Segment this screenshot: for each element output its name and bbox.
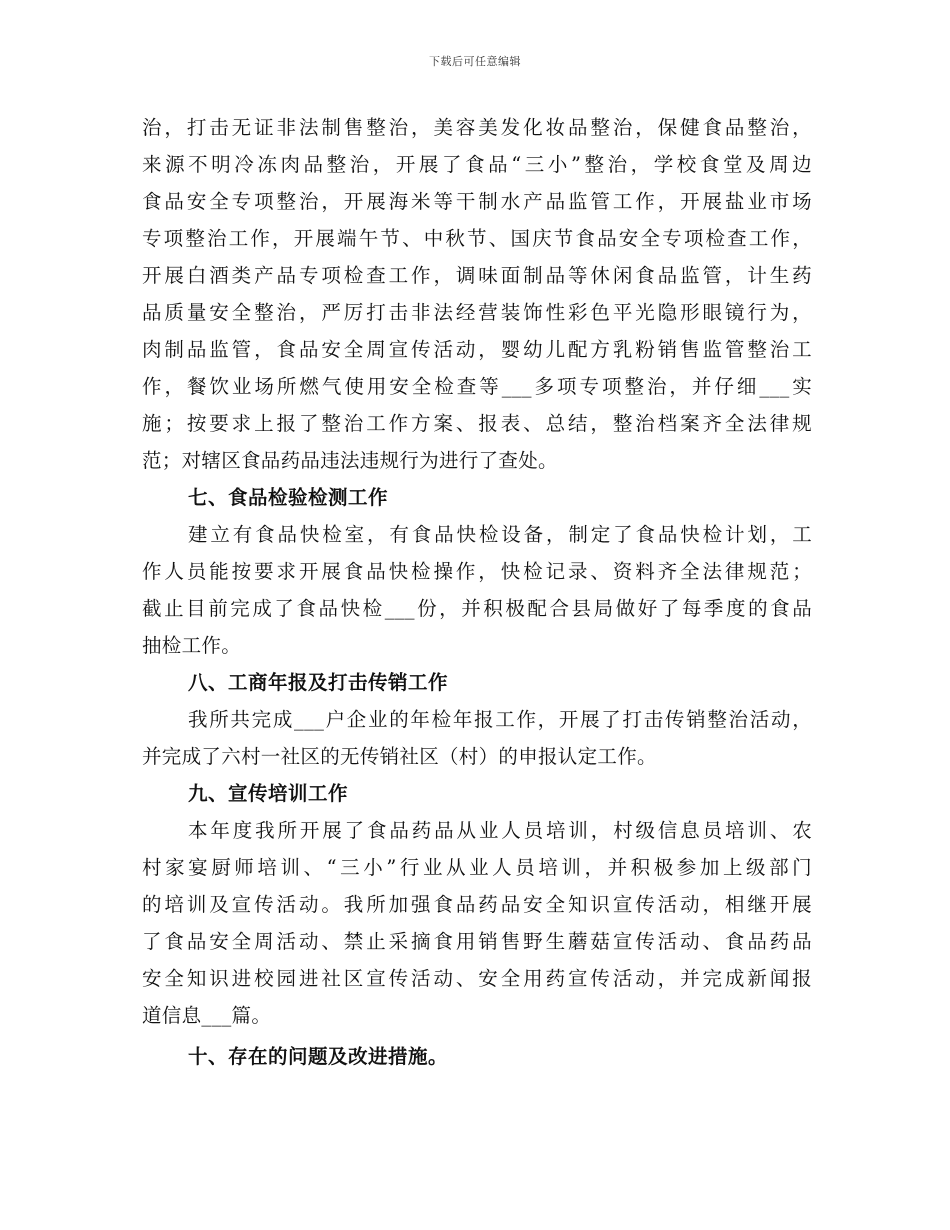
text-line: 了食品安全周活动、禁止采摘食用销售野生蘑菇宣传活动、食品药品 bbox=[142, 930, 812, 953]
text-line: 建立有食品快检室，有食品快检设备，制定了食品快检计划，工 bbox=[188, 523, 812, 546]
paragraph-section-7 bbox=[142, 516, 812, 664]
page-header: 下载后可任意编辑 bbox=[429, 55, 521, 68]
text-line: 来源不明冷冻肉品整治，开展了食品“三小”整治，学校食堂及周边 bbox=[142, 153, 812, 176]
text-line: 作人员能按要求开展食品快检操作，快检记录、资料齐全法律规范； bbox=[142, 560, 812, 583]
text-line: 本年度我所开展了食品药品从业人员培训，村级信息员培训、农 bbox=[188, 819, 812, 842]
text-line: 抽检工作。 bbox=[142, 634, 242, 657]
paragraph-section-9 bbox=[142, 812, 812, 1034]
text-line: 治，打击无证非法制售整治，美容美发化妆品整治，保健食品整治， bbox=[142, 116, 812, 139]
text-line: 并完成了六村一社区的无传销社区（村）的申报认定工作。 bbox=[142, 745, 657, 768]
text-line: 施；按要求上报了整治工作方案、报表、总结，整治档案齐全法律规 bbox=[142, 412, 812, 435]
document-body bbox=[142, 109, 812, 1075]
section-heading-8: 八、工商年报及打击传销工作 bbox=[188, 671, 449, 694]
text-line: 作，餐饮业场所燃气使用安全检查等___多项专项整治，并仔细___实 bbox=[142, 375, 812, 398]
paragraph-section-8 bbox=[142, 701, 812, 775]
text-line: 范；对辖区食品药品违法违规行为进行了查处。 bbox=[142, 449, 558, 472]
text-line: 安全知识进校园进社区宣传活动、安全用药宣传活动，并完成新闻报 bbox=[142, 967, 812, 990]
section-heading-10: 十、存在的问题及改进措施。 bbox=[188, 1045, 449, 1068]
text-line: 品质量安全整治，严厉打击非法经营装饰性彩色平光隐形眼镜行为， bbox=[142, 301, 812, 324]
section-heading-9: 九、宣传培训工作 bbox=[188, 782, 349, 805]
text-line: 食品安全专项整治，开展海米等干制水产品监管工作，开展盐业市场 bbox=[142, 190, 812, 213]
text-line: 的培训及宣传活动。我所加强食品药品安全知识宣传活动，相继开展 bbox=[142, 893, 812, 916]
text-line: 肉制品监管，食品安全周宣传活动，婴幼儿配方乳粉销售监管整治工 bbox=[142, 338, 812, 361]
section-heading-7: 七、食品检验检测工作 bbox=[188, 486, 389, 509]
text-line: 开展白酒类产品专项检查工作，调味面制品等休闲食品监管，计生药 bbox=[142, 264, 812, 287]
text-line: 截止目前完成了食品快检___份，并积极配合县局做好了每季度的食品 bbox=[142, 597, 812, 620]
text-line: 专项整治工作，开展端午节、中秋节、国庆节食品安全专项检查工作， bbox=[142, 227, 812, 250]
text-line: 道信息___篇。 bbox=[142, 1004, 272, 1027]
text-line: 我所共完成___户企业的年检年报工作，开展了打击传销整治活动， bbox=[188, 708, 812, 731]
text-line: 村家宴厨师培训、“三小”行业从业人员培训，并积极参加上级部门 bbox=[142, 856, 812, 879]
paragraph-continued bbox=[142, 109, 812, 479]
